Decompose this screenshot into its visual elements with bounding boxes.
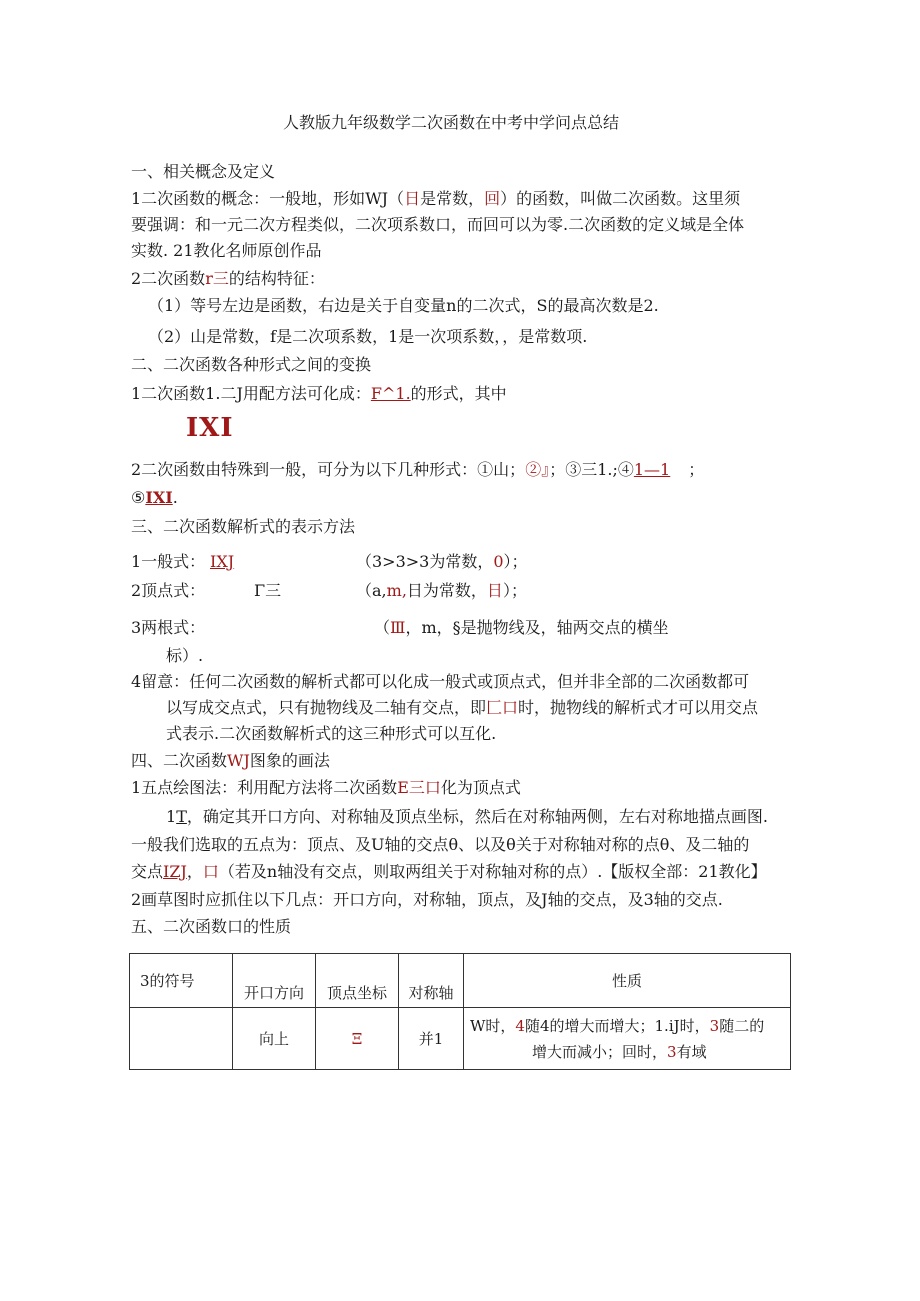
property-line-1 — [470, 1013, 784, 1039]
text: 1五点绘图法：利用配方法将二次函数 — [131, 778, 398, 797]
text: W时， — [470, 1016, 516, 1035]
text: 2二次函数 — [131, 269, 206, 288]
general-form-formula — [210, 551, 234, 573]
text: 2二次函数由特殊到一般，可分为以下几种形式：①山； — [131, 460, 526, 479]
text: ）； — [503, 552, 528, 571]
cell-vertex: Ξ — [316, 1008, 399, 1070]
text: 增大而减小；回时， — [532, 1042, 668, 1061]
section-heading-2: 二、二次函数各种形式之间的变换 — [131, 355, 372, 374]
text: （a, — [356, 581, 387, 600]
formula: ②』 — [525, 460, 550, 479]
header-property: 性质 — [464, 954, 791, 1008]
cell-direction: 向上 — [233, 1008, 316, 1070]
text: . — [172, 488, 178, 507]
text: ；③三1.;④ — [549, 460, 634, 479]
text: 化为顶点式 — [440, 778, 521, 797]
text: ⑤ — [131, 488, 146, 507]
general-form-note — [356, 551, 528, 573]
vertex-form-formula: Γ三 — [254, 581, 282, 600]
symbol: 0 — [493, 552, 504, 571]
table-row — [130, 1008, 791, 1070]
roots-form-note-cont: 标）. — [166, 646, 204, 665]
formula: 1—1 — [633, 460, 671, 479]
paragraph-line — [131, 383, 507, 405]
text: （3>3>3为常数， — [356, 552, 494, 571]
formula: F^1. — [370, 384, 411, 403]
header-direction: 开口方向 — [233, 954, 316, 1008]
text: ， — [186, 862, 203, 881]
formula: IZJ — [163, 862, 187, 881]
text: 的结构特征： — [228, 269, 325, 288]
symbol: 日 — [404, 189, 421, 208]
text: 1二次函数1.二J用配方法可化成： — [131, 384, 371, 403]
text: 是常数， — [420, 189, 485, 208]
vertex-form-label: 2顶点式： — [131, 581, 206, 600]
paragraph-line — [131, 777, 521, 799]
paragraph-2 — [131, 268, 325, 290]
formula: WJ — [227, 751, 250, 770]
cell-sign — [130, 1008, 233, 1070]
vertex-form-note — [356, 580, 527, 602]
text: ，m，§是抛物线及，轴两交点的横坐 — [405, 618, 669, 637]
text: 四、二次函数 — [131, 751, 228, 770]
section-heading-5: 五、二次函数口的性质 — [131, 917, 292, 936]
formula: IXI — [145, 488, 173, 507]
header-vertex: 顶点坐标 — [316, 954, 399, 1008]
text: ； — [688, 460, 705, 479]
text: 的形式，其中 — [410, 384, 507, 403]
formula: IXJ — [210, 552, 235, 571]
note-line-1: 4留意：任何二次函数的解析式都可以化成一般式或顶点式，但并非全部的二次函数都可 — [131, 672, 750, 691]
list-item: （1）等号左边是函数，右边是关于自变量n的二次式，S的最高次数是2. — [148, 296, 659, 315]
section-heading-4 — [131, 750, 330, 772]
section-heading-1: 一、相关概念及定义 — [131, 162, 276, 181]
property-line-2 — [470, 1039, 784, 1065]
text: WJ（ — [365, 189, 405, 208]
paragraph-line: 一般我们选取的五点为：顶点、及U轴的交点θ、以及θ关于对称轴对称的点θ、及二轴的 — [131, 835, 750, 854]
paragraph-1-line-3: 实数. 21教化名师原创作品 — [131, 241, 322, 260]
text: 交点 — [131, 862, 164, 881]
paragraph-line — [131, 861, 767, 883]
paragraph-1-line-1 — [131, 188, 740, 210]
note-line-2 — [166, 697, 758, 719]
text: （若及n轴没有交点，则取两组关于对称轴对称的点）.【版权全部：21教化】 — [218, 862, 767, 881]
symbol: Ⅲ — [390, 618, 406, 637]
header-sign: 3的符号 — [130, 954, 233, 1008]
section-heading-3: 三、二次函数解析式的表示方法 — [131, 517, 356, 536]
paragraph-line — [131, 487, 178, 509]
text: ）的函数，叫做二次函数。这里须 — [500, 189, 741, 208]
cell-axis: 并1 — [399, 1008, 464, 1070]
symbol: 日 — [486, 581, 503, 600]
text: （ — [374, 618, 391, 637]
header-axis: 对称轴 — [399, 954, 464, 1008]
symbol: 回 — [484, 189, 501, 208]
symbol: 3 — [709, 1016, 720, 1035]
properties-table — [129, 953, 791, 1070]
symbol: 4 — [515, 1016, 525, 1035]
cell-property — [464, 1008, 791, 1070]
note-line-3: 式表示.二次函数解析式的这三种形式可以互化. — [166, 724, 497, 743]
text: 日为常数， — [406, 581, 487, 600]
text: 以写成交点式，只有抛物线及二轴有交点，即 — [166, 698, 487, 717]
page-title: 人教版九年级数学二次函数在中考中学问点总结 — [283, 113, 620, 132]
formula-image: IXI — [186, 413, 234, 443]
paragraph-line — [131, 459, 704, 481]
text: 随二的 — [719, 1016, 765, 1035]
table-header-row — [130, 954, 791, 1008]
roots-form-note — [374, 617, 669, 639]
symbol: 3 — [667, 1042, 677, 1061]
text: ，确定其开口方向、对称轴及顶点坐标，然后在对称轴两侧，左右对称地描点画图. — [186, 807, 768, 826]
formula: E三口 — [397, 778, 441, 797]
formula: 匚口 — [486, 698, 519, 717]
formula: T — [176, 807, 187, 826]
roots-form-label: 3两根式： — [131, 618, 206, 637]
list-item: （2）山是常数，f是二次项系数，1是一次项系数，，是常数项. — [148, 327, 588, 346]
text: 1二次函数的概念：一般地，形如 — [131, 189, 366, 208]
formula: r三 — [205, 269, 229, 288]
text: 随4的增大而增大；1.iJ时， — [524, 1016, 710, 1035]
paragraph-line: 2画草图时应抓住以下几点：开口方向，对称轴，顶点，及J轴的交点，及3轴的交点. — [131, 890, 723, 909]
paragraph-line — [166, 806, 768, 828]
symbol: m, — [386, 581, 407, 600]
text: 1 — [166, 807, 177, 826]
text: 时，抛物线的解析式才可以用交点 — [518, 698, 759, 717]
text: ）； — [502, 581, 527, 600]
symbol: 口 — [202, 862, 219, 881]
text: 有域 — [676, 1042, 707, 1061]
text: 图象的画法 — [249, 751, 330, 770]
paragraph-1-line-2: 要强调：和一元二次方程类似，二次项系数口，而回可以为零.二次函数的定义域是全体 — [131, 215, 745, 234]
general-form-label: 1一般式： — [131, 552, 206, 571]
